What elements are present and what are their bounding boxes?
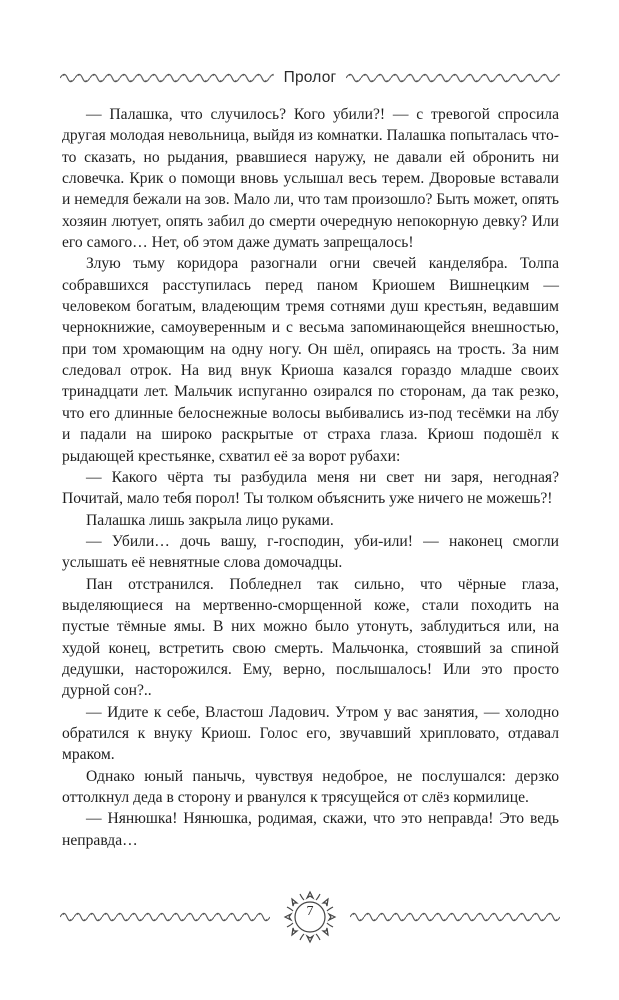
paragraph: Злую тьму коридора разогнали огни свечей канделябра. Толпа собравшихся расступилась перед паном Криошем Вишнецким — человеком богатым, владеющим тремя сотнями душ крестьян, ведавшим чернокнижие, самоуверенным и с весьма запоминающейся внешностью, при том хромающим на одну ногу. Он шёл, опираясь на трость. За ним следовал отрок. На вид внук Криоша казался гораздо младше своих тринадцати лет. Мальчик испуганно озирался по сторонам, да так резко, что его длинные белоснежные волосы выбивались из-под тесёмки на лбу и падали на широко раскрытые от страха глаза. Криош подошёл к рыдающей крестьянке, схватил её за ворот рубахи:	[62, 255, 559, 465]
page-number: 7	[306, 904, 314, 919]
body-text	[62, 104, 559, 851]
ornament-left	[60, 72, 274, 84]
header-title: Пролог	[283, 69, 337, 86]
paragraph: — Убили… дочь вашу, г-господин, уби-или! — наконец смогли услышать её невнятные слова домочадцы.	[62, 532, 559, 572]
running-header	[60, 66, 560, 90]
paragraph: Пан отстранился. Побледнел так сильно, что чёрные глаза, выделяющиеся на мертвенно-сморщенной коже, стали походить на пустые тёмные ямы. В них можно было утонуть, заблудиться или, на худой конец, встретить свою смерть. Мальчонка, стоявший за спиной дедушки, насторожился. Ему, верно, послышалось! Или это просто дурной сон?..	[62, 575, 559, 700]
paragraph: Палашка лишь закрыла лицо руками.	[86, 511, 334, 529]
footer-ornament-left	[60, 911, 270, 923]
paragraph: — Какого чёрта ты разбудила меня ни свет ни заря, негодная? Почитай, мало тебя порол! Ты толком объяснить уже ничего не можешь?!	[62, 468, 559, 508]
paragraph: Однако юный панычь, чувствуя недоброе, не послушался: дерзко оттолкнул деда в сторону и рванулся к трясущейся от слёз кормилице.	[62, 767, 559, 806]
paragraph: — Идите к себе, Властош Ладович. Утром у вас занятия, — холодно обратился к внуку Криош. Голос его, звучавший хрипловато, отдавал мраком.	[62, 703, 559, 764]
footer-ornament-right	[350, 911, 560, 923]
paragraph: — Нянюшка! Нянюшка, родимая, скажи, что это неправда! Это ведь неправда…	[62, 810, 559, 849]
ornament-right	[346, 72, 560, 84]
page-footer	[60, 878, 560, 958]
paragraph: — Палашка, что случилось? Кого убили?! — с тревогой спросила другая молодая невольница, выйдя из комнатки. Палашка попыталась что-то сказать, но рыдания, рвавшиеся наружу, не давали ей обронить ни словечка. Крик о помощи вновь услышал весь терем. Дворовые вставали и немедля бежали на зов. Мало ли, что там произошло? Быть может, опять хозяин лютует, опять забил до смерти очередную непокорную девку? Или его самого… Нет, об этом даже думать запрещалось!	[62, 106, 559, 252]
